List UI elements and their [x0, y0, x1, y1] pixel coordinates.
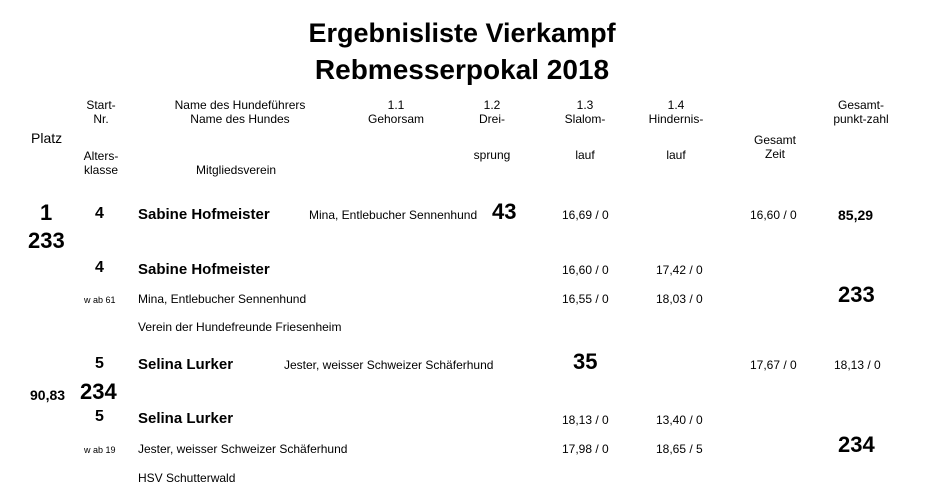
detail-slalom-1: 18,13 / 0 [562, 413, 609, 427]
result-punkte: 18,13 / 0 [834, 358, 881, 372]
result-gehorsam: 35 [573, 349, 598, 374]
result-platz: 1 [40, 200, 53, 225]
result-start-nr: 4 [95, 205, 104, 222]
header-slalomlauf [555, 98, 615, 126]
header-punkte-l2: punkt-zahl [833, 112, 889, 126]
result-platz-value: 90,83 [30, 387, 66, 403]
header-gehorsam-num: 1.1 [387, 98, 405, 112]
detail-dog: Mina, Entlebucher Sennenhund [138, 292, 307, 306]
detail-dog: Jester, weisser Schweizer Schäferhund [138, 442, 348, 456]
result-dog: Mina, Entlebucher Sennenhund [309, 208, 478, 222]
detail-slalom-2: 16,55 / 0 [562, 292, 609, 306]
result-dog: Jester, weisser Schweizer Schäferhund [284, 358, 494, 372]
result-gehorsam: 43 [492, 199, 517, 224]
result-gesamt-zeit: 17,67 / 0 [750, 358, 797, 372]
result-num: 234 [80, 379, 117, 404]
header-mitgliedsverein: Mitgliedsverein [196, 163, 277, 177]
detail-slalom-2: 17,98 / 0 [562, 442, 609, 456]
header-hindernislauf [640, 98, 712, 126]
header-dreisprung-l1: Drei- [479, 112, 505, 126]
header-slalom-l2: lauf [575, 148, 595, 162]
detail-klasse: w ab 61 [84, 295, 116, 305]
header-gesamt-zeit-l2: Zeit [764, 147, 785, 161]
header-gehorsam [360, 98, 432, 126]
detail-klasse: w ab 19 [84, 445, 116, 455]
header-gesamt-zeit [745, 133, 805, 161]
result-handler: Sabine Hofmeister [138, 206, 270, 223]
header-dreisprung [462, 98, 522, 126]
result-num: 233 [28, 228, 65, 253]
detail-slalom-1: 16,60 / 0 [562, 263, 609, 277]
detail-handler: Selina Lurker [138, 410, 234, 427]
header-slalom-l1: Slalom- [564, 112, 606, 126]
header-hindernis-l1: Hindernis- [648, 112, 704, 126]
result-start-nr: 5 [95, 355, 104, 372]
result-punkte: 85,29 [838, 207, 874, 223]
header-platz: Platz [31, 130, 63, 146]
header-fuehrer-hund [150, 98, 330, 126]
header-dreisprung-num: 1.2 [483, 98, 501, 112]
header-alters-line1: Alters- [83, 149, 119, 163]
result-gesamt-zeit: 16,60 / 0 [750, 208, 797, 222]
header-start-nr-line2: Nr. [93, 112, 109, 126]
header-start-nr [81, 98, 121, 126]
header-fuehrer: Name des Hundeführers [174, 98, 306, 112]
page-subtitle: Rebmesserpokal 2018 [314, 54, 610, 85]
header-hindernis-num: 1.4 [667, 98, 685, 112]
result-handler: Selina Lurker [138, 356, 234, 373]
detail-total: 233 [838, 282, 875, 307]
header-punkte-l1: Gesamt- [837, 98, 884, 112]
detail-hindernis-1: 17,42 / 0 [656, 263, 703, 277]
detail-total: 234 [838, 432, 875, 457]
detail-start-nr: 4 [95, 259, 104, 276]
page-title: Ergebnisliste Vierkampf [308, 18, 616, 48]
header-start-nr-line1: Start- [86, 98, 116, 112]
header-dreisprung-l2: sprung [473, 148, 511, 162]
detail-hindernis-2: 18,03 / 0 [656, 292, 703, 306]
header-hindernis-l2: lauf [666, 148, 686, 162]
detail-handler: Sabine Hofmeister [138, 261, 270, 278]
detail-verein: Verein der Hundefreunde Friesenheim [138, 320, 342, 334]
header-slalom-num: 1.3 [576, 98, 594, 112]
header-gehorsam-label: Gehorsam [367, 112, 425, 126]
detail-hindernis-2: 18,65 / 5 [656, 442, 703, 456]
header-alters-line2: klasse [83, 163, 118, 177]
detail-verein: HSV Schutterwald [138, 471, 236, 485]
header-gesamtpunktzahl [825, 98, 897, 126]
header-gesamt-zeit-l1: Gesamt [753, 133, 796, 147]
detail-hindernis-1: 13,40 / 0 [656, 413, 703, 427]
header-alters-klasse [78, 149, 124, 177]
header-hund: Name des Hundes [190, 112, 290, 126]
result-slalom: 16,69 / 0 [562, 208, 609, 222]
detail-start-nr: 5 [95, 408, 104, 425]
